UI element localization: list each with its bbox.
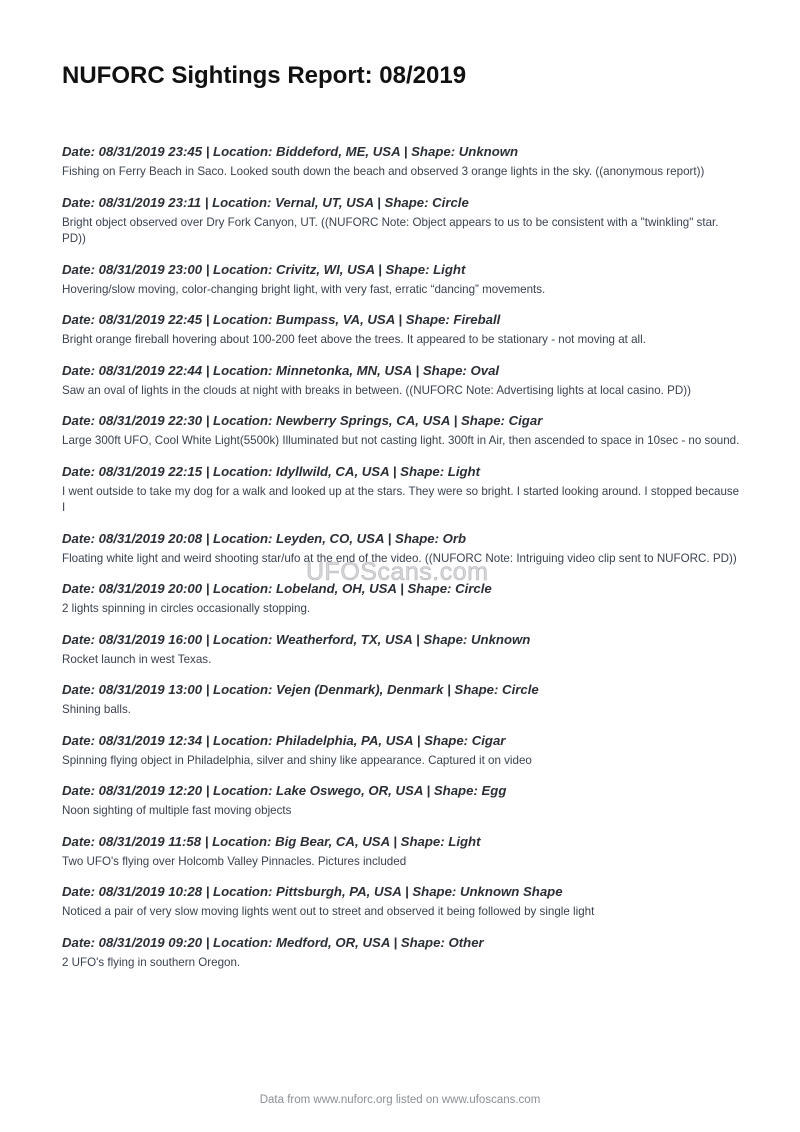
list-item (62, 934, 744, 972)
sighting-description: 2 lights spinning in circles occasionally stopping. (62, 602, 311, 615)
sighting-description: Spinning flying object in Philadelphia, silver and shiny like appearance. Captured it on video (62, 753, 532, 767)
sighting-header: Date: 08/31/2019 23:00 | Location: Crivitz, WI, USA | Shape: Light (62, 261, 466, 277)
sighting-description: Two UFO's flying over Holcomb Valley Pinnacles. Pictures included (62, 854, 407, 868)
list-item (62, 194, 744, 248)
sighting-header: Date: 08/31/2019 23:45 | Location: Biddeford, ME, USA | Shape: Unknown (62, 144, 519, 159)
sighting-description: Shining balls. (62, 703, 131, 716)
list-item (62, 261, 744, 299)
sighting-header: Date: 08/31/2019 23:11 | Location: Vernal, UT, USA | Shape: Circle (62, 194, 469, 210)
list-item (62, 732, 744, 770)
sighting-header: Date: 08/31/2019 20:08 | Location: Leyden, CO, USA | Shape: Orb (62, 530, 467, 546)
sighting-description: Noon sighting of multiple fast moving objects (62, 804, 292, 817)
sighting-description: Bright object observed over Dry Fork Canyon, UT. ((NUFORC Note: Object appears to us to be consistent with a "twinkling" star. PD)) (62, 215, 719, 245)
sighting-header: Date: 08/31/2019 22:44 | Location: Minnetonka, MN, USA | Shape: Oval (62, 362, 500, 378)
sighting-description: Rocket launch in west Texas. (62, 652, 212, 666)
sighting-header: Date: 08/31/2019 13:00 | Location: Vejen (Denmark), Denmark | Shape: Circle (62, 682, 539, 697)
sighting-header: Date: 08/31/2019 11:58 | Location: Big Bear, CA, USA | Shape: Light (62, 833, 481, 849)
list-item (62, 463, 744, 517)
sightings-list (62, 143, 744, 984)
sighting-header: Date: 08/31/2019 22:15 | Location: Idyllwild, CA, USA | Shape: Light (62, 463, 481, 479)
list-item (62, 362, 744, 400)
list-item (62, 311, 744, 349)
sighting-header: Date: 08/31/2019 22:45 | Location: Bumpass, VA, USA | Shape: Fireball (62, 312, 501, 327)
sighting-header: Date: 08/31/2019 20:00 | Location: Lobeland, OH, USA | Shape: Circle (62, 581, 492, 596)
sighting-description: 2 UFO's flying in southern Oregon. (62, 955, 241, 969)
sighting-header: Date: 08/31/2019 16:00 | Location: Weatherford, TX, USA | Shape: Unknown (62, 631, 531, 647)
sighting-description: Fishing on Ferry Beach in Saco. Looked south down the beach and observed 3 orange lights in the sky. ((anonymous report)) (62, 165, 705, 178)
sighting-description: I went outside to take my dog for a walk and looked up at the stars. They were so bright. I started looking around. I stopped because I (62, 484, 740, 514)
list-item (62, 681, 744, 719)
sighting-description: Saw an oval of lights in the clouds at night with breaks in between. ((NUFORC Note: Advertising lights at local casino. PD)) (62, 383, 691, 397)
sighting-header: Date: 08/31/2019 22:30 | Location: Newberry Springs, CA, USA | Shape: Cigar (62, 413, 543, 428)
sighting-description: Bright orange fireball hovering about 100-200 feet above the trees. It appeared to be stationary - not moving at all. (62, 333, 646, 346)
sighting-description: Large 300ft UFO, Cool White Light(5500k) Illuminated but not casting light. 300ft in Air, then ascended to space in 10sec - no sound. (62, 434, 740, 447)
page-footer: Data from www.nuforc.org listed on www.ufoscans.com (259, 1094, 541, 1106)
sighting-header: Date: 08/31/2019 09:20 | Location: Medford, OR, USA | Shape: Other (62, 934, 484, 950)
watermark-logo: UFOScans.com (306, 558, 489, 586)
list-item (62, 631, 744, 669)
list-item (62, 833, 744, 871)
sighting-description: Hovering/slow moving, color-changing bright light, with very fast, erratic “dancing” movements. (62, 282, 546, 296)
list-item (62, 883, 744, 921)
list-item (62, 580, 744, 618)
sighting-header: Date: 08/31/2019 12:34 | Location: Philadelphia, PA, USA | Shape: Cigar (62, 732, 506, 748)
list-item (62, 143, 744, 181)
list-item (62, 530, 744, 568)
list-item (62, 782, 744, 820)
sighting-header: Date: 08/31/2019 12:20 | Location: Lake Oswego, OR, USA | Shape: Egg (62, 783, 507, 798)
page-title: NUFORC Sightings Report: 08/2019 (62, 62, 467, 89)
sighting-description: Noticed a pair of very slow moving lights went out to street and observed it being followed by single light (62, 905, 595, 918)
sighting-description: Floating white light and weird shooting star/ufo at the end of the video. ((NUFORC Note: Intriguing video clip sent to NUFORC. PD)) (62, 551, 737, 565)
sighting-header: Date: 08/31/2019 10:28 | Location: Pittsburgh, PA, USA | Shape: Unknown Shape (62, 884, 563, 899)
list-item (62, 412, 744, 450)
